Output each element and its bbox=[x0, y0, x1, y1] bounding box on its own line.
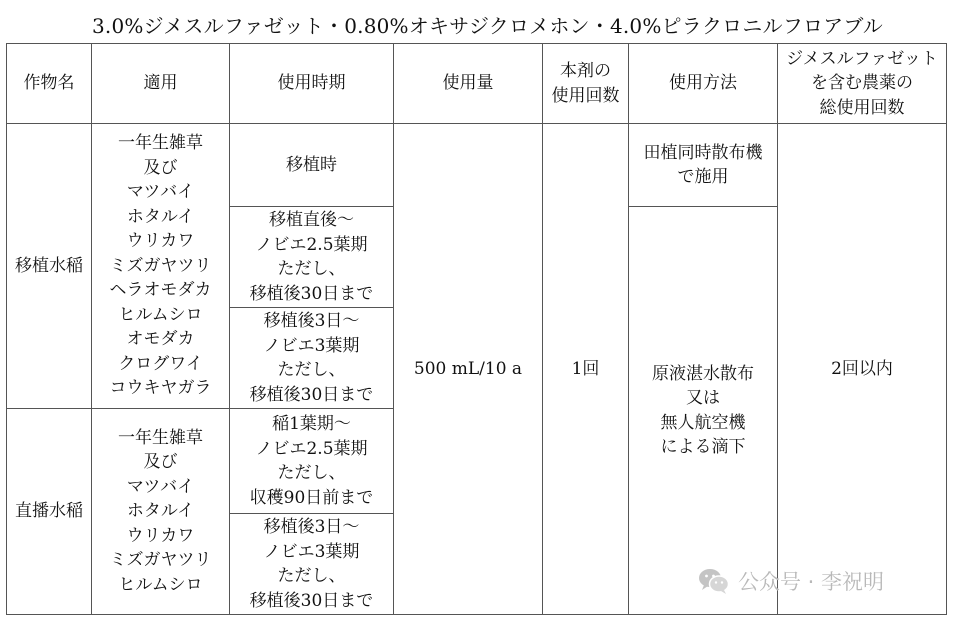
header-method: 使用方法 bbox=[629, 44, 778, 124]
crop-direct-cell: 直播水稲 bbox=[7, 409, 92, 615]
timing-cell-1: 移植時 bbox=[230, 124, 394, 207]
amount-cell: 500 mL/10 a bbox=[394, 124, 543, 615]
watermark-text: 公众号 · 李祝明 bbox=[738, 570, 885, 594]
timing-cell-4: 稲1葉期～ ノビエ2.5葉期 ただし、 収穫90日前まで bbox=[230, 409, 394, 514]
page-title: 3.0%ジメスルファゼット・0.80%オキサジクロメホン・4.0%ピラクロニルフロアブル bbox=[92, 14, 883, 38]
total-cell: 2回以内 bbox=[778, 124, 947, 615]
timing-cell-2: 移植直後～ ノビエ2.5葉期 ただし、 移植後30日まで bbox=[230, 207, 394, 308]
header-amount: 使用量 bbox=[394, 44, 543, 124]
wechat-icon bbox=[698, 567, 730, 595]
header-crop: 作物名 bbox=[7, 44, 92, 124]
header-timing: 使用時期 bbox=[230, 44, 394, 124]
watermark bbox=[698, 566, 884, 596]
crop-transplant-cell: 移植水稲 bbox=[7, 124, 92, 409]
table-row bbox=[7, 124, 947, 207]
method-cell-2: 原液湛水散布 又は 無人航空機 による滴下 bbox=[629, 207, 778, 615]
target-direct-cell: 一年生雑草 及び マツバイ ホタルイ ウリカワ ミズガヤツリ ヒルムシロ bbox=[92, 409, 230, 615]
header-row bbox=[7, 44, 947, 124]
target-transplant-cell: 一年生雑草 及び マツバイ ホタルイ ウリカワ ミズガヤツリ ヘラオモダカ ヒルムシロ オモダカ クログワイ コウキヤガラ bbox=[92, 124, 230, 409]
registration-table bbox=[6, 43, 947, 615]
header-total: ジメスルファゼット を含む農薬の 総使用回数 bbox=[778, 44, 947, 124]
header-target: 適用 bbox=[92, 44, 230, 124]
timing-cell-3: 移植後3日～ ノビエ3葉期 ただし、 移植後30日まで bbox=[230, 308, 394, 409]
timing-cell-5: 移植後3日～ ノビエ3葉期 ただし、 移植後30日まで bbox=[230, 514, 394, 615]
method-cell-1: 田植同時散布機 で施用 bbox=[629, 124, 778, 207]
header-count: 本剤の 使用回数 bbox=[543, 44, 629, 124]
count-cell: 1回 bbox=[543, 124, 629, 615]
